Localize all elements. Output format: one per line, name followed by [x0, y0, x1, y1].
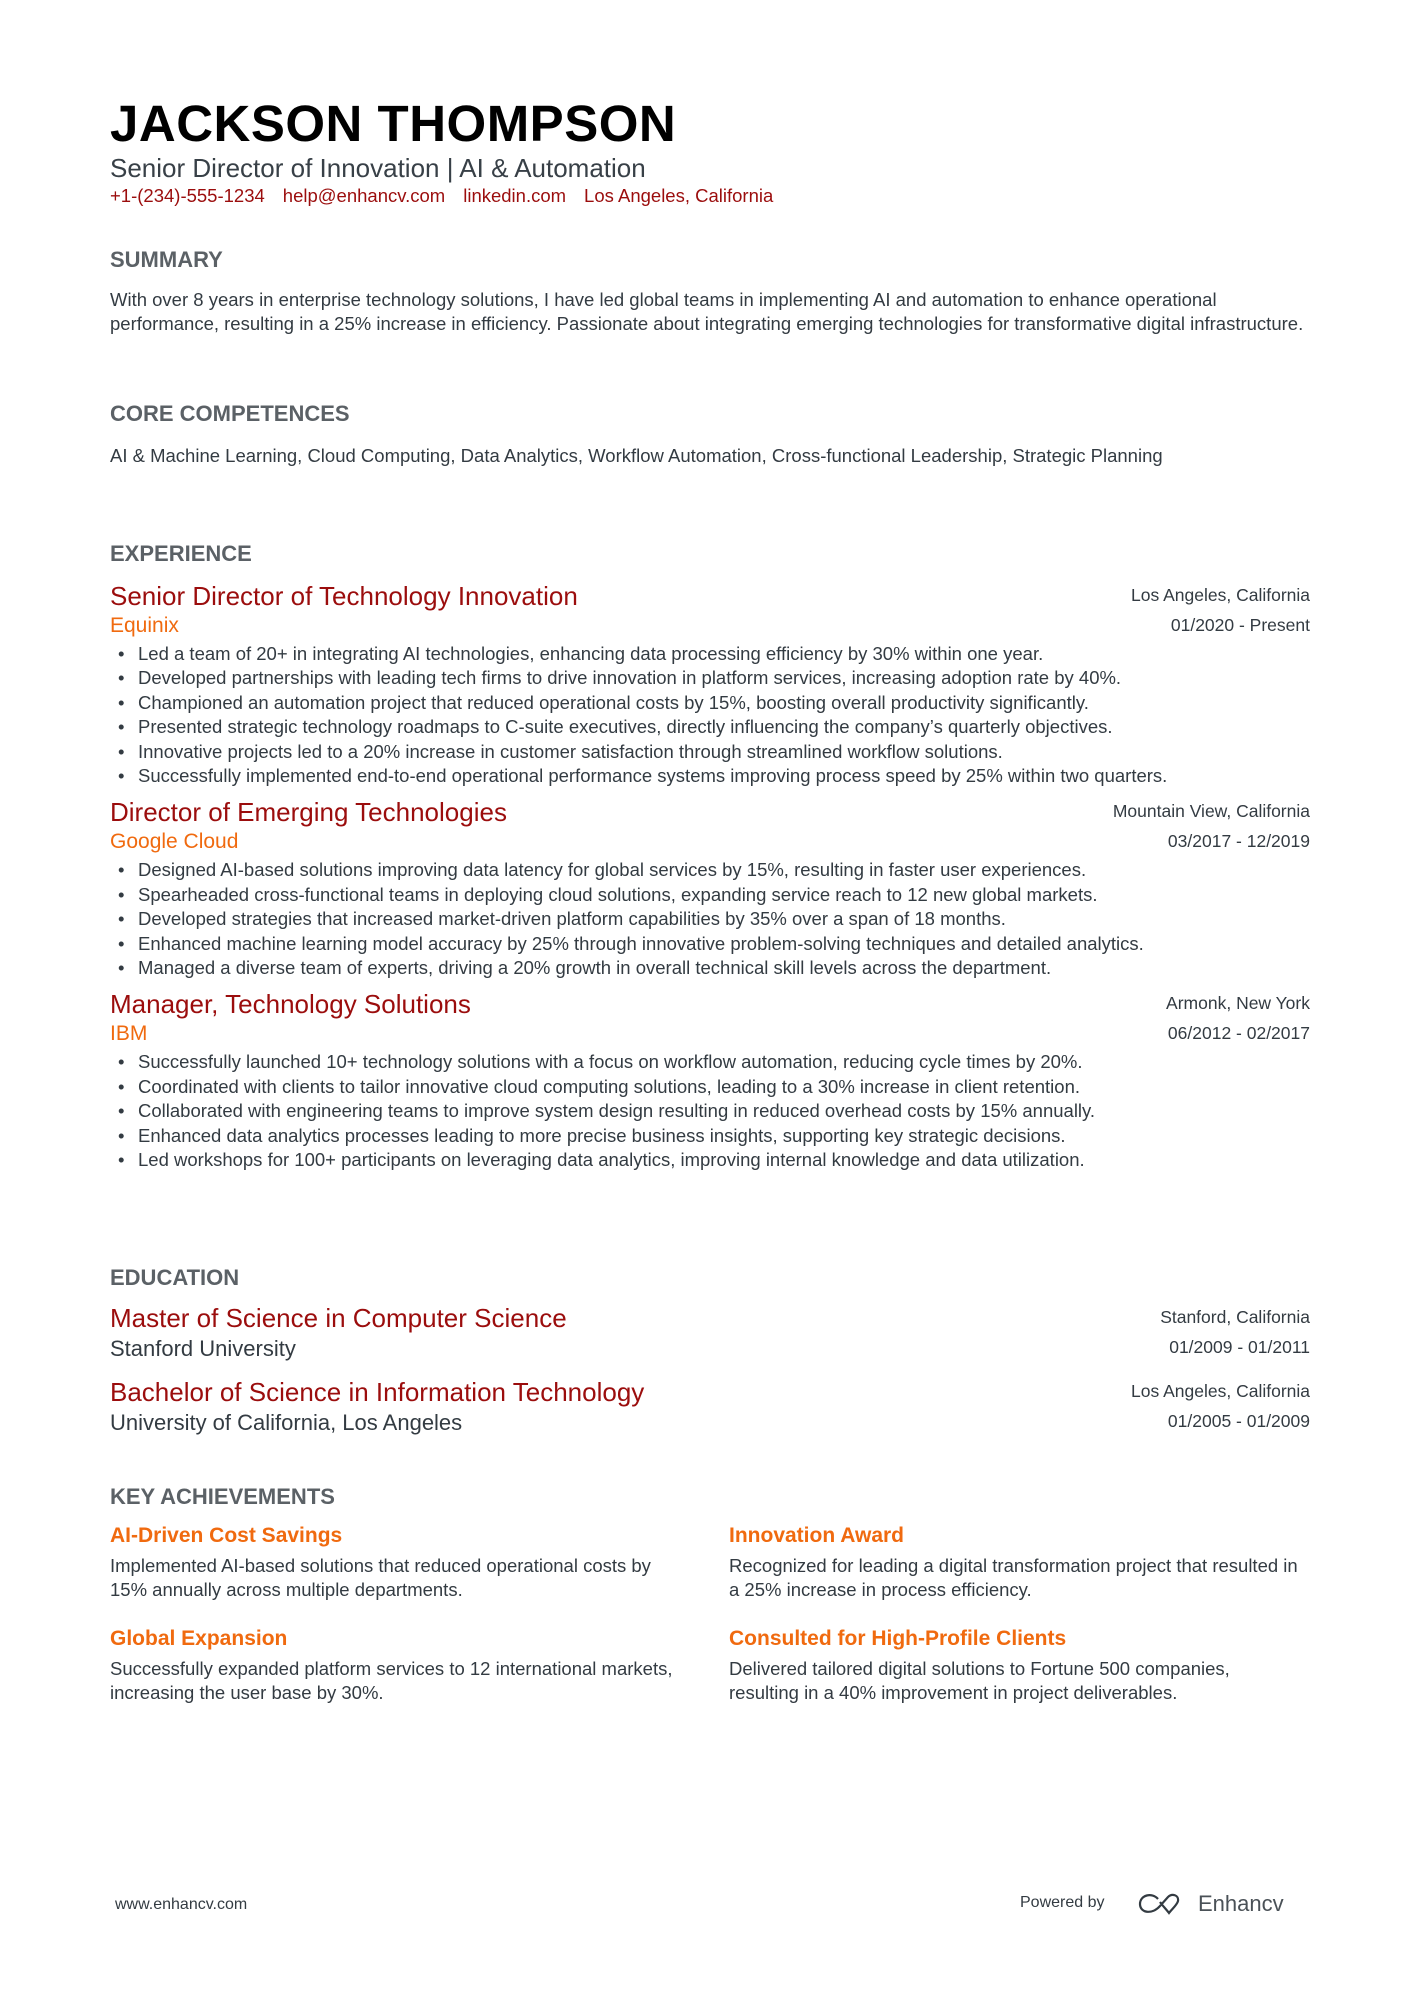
experience-section: [110, 540, 1310, 1173]
enhancv-logo-icon: [1138, 1893, 1184, 1915]
job-bullet: • Designed AI-based solutions improving data latency for global services by 15%, resulting in faster user experiences.: [110, 858, 1310, 882]
linkedin-link[interactable]: linkedin.com: [463, 185, 567, 206]
achievement-text: Delivered tailored digital solutions to Fortune 500 companies, resulting in a 40% improvement in project deliverables.: [729, 1658, 1230, 1704]
achievement-text: Recognized for leading a digital transformation project that resulted in a 25% increase in process efficiency.: [729, 1555, 1298, 1601]
achievement-title: Global Expansion: [110, 1627, 288, 1650]
job-bullet: • Enhanced data analytics processes leading to more precise business insights, supporting key strategic decisions.: [110, 1124, 1310, 1148]
job-bullets: [110, 1050, 1310, 1172]
edu-location: Stanford, California: [1160, 1307, 1310, 1327]
resume-header: [110, 96, 1310, 208]
competences-text: AI & Machine Learning, Cloud Computing, Data Analytics, Workflow Automation, Cross-functional Leadership, Strategic Planning: [110, 445, 1163, 466]
degree: Master of Science in Computer Science: [110, 1303, 567, 1333]
section-heading: EDUCATION: [110, 1265, 240, 1290]
job-location: Los Angeles, California: [1131, 585, 1310, 605]
edu-dates: 01/2005 - 01/2009: [1167, 1411, 1310, 1431]
job-dates: 06/2012 - 02/2017: [1167, 1023, 1310, 1044]
achievement-item: [110, 1522, 680, 1603]
job-bullet: • Led workshops for 100+ participants on leveraging data analytics, improving internal knowledge and data utilization.: [110, 1148, 1310, 1172]
enhancv-brand: Enhancv: [1198, 1891, 1284, 1916]
education-entry: [110, 1376, 1310, 1438]
achievement-text: Implemented AI-based solutions that reduced operational costs by 15% annually across multiple departments.: [110, 1555, 651, 1601]
enhancv-logo: [1138, 1891, 1284, 1917]
job-location: Armonk, New York: [1166, 993, 1310, 1014]
achievements-section: [110, 1483, 1310, 1511]
competences-section: [110, 400, 1180, 468]
job-bullet: • Championed an automation project that reduced operational costs by 15%, boosting overall productivity significantly.: [110, 691, 1310, 715]
education-entry: [110, 1302, 1310, 1364]
job-bullet: • Successfully implemented end-to-end operational performance systems improving process speed by 25% within two quarters.: [110, 764, 1310, 788]
job-title: Manager, Technology Solutions: [110, 989, 471, 1020]
achievement-title: AI-Driven Cost Savings: [110, 1524, 343, 1547]
section-heading: KEY ACHIEVEMENTS: [110, 1484, 335, 1509]
achievement-title: Innovation Award: [729, 1524, 905, 1547]
candidate-name: JACKSON THOMPSON: [110, 95, 677, 152]
achievement-text: Successfully expanded platform services to 12 international markets, increasing the user base by 30%.: [110, 1658, 673, 1704]
phone: +1-(234)-555-1234: [110, 185, 265, 206]
job-bullet: • Enhanced machine learning model accuracy by 25% through innovative problem-solving techniques and detailed analytics.: [110, 932, 1310, 956]
job-title: Senior Director of Technology Innovation: [110, 581, 578, 611]
school: University of California, Los Angeles: [110, 1410, 463, 1435]
candidate-title: Senior Director of Innovation | AI & Automation: [110, 153, 646, 183]
job-bullet: • Developed partnerships with leading tech firms to drive innovation in platform services, increasing adoption rate by 40%.: [110, 666, 1310, 690]
company-name: IBM: [110, 1022, 148, 1046]
job-bullet: • Collaborated with engineering teams to improve system design resulting in reduced overhead costs by 15% annually.: [110, 1099, 1310, 1123]
section-heading: CORE COMPETENCES: [110, 401, 350, 426]
job-bullet: • Developed strategies that increased market-driven platform capabilities by 35% over a span of 18 months.: [110, 907, 1310, 931]
edu-dates: 01/2009 - 01/2011: [1169, 1337, 1310, 1357]
job-entry: [110, 988, 1310, 1172]
school: Stanford University: [110, 1336, 296, 1361]
job-location: Mountain View, California: [1112, 801, 1310, 822]
company-name: Equinix: [110, 614, 179, 637]
job-title: Director of Emerging Technologies: [110, 797, 507, 828]
company-name: Google Cloud: [110, 830, 239, 854]
achievement-item: [729, 1522, 1299, 1603]
job-bullet: • Led a team of 20+ in integrating AI technologies, enhancing data processing efficiency by 30% within one year.: [110, 642, 1310, 666]
job-bullet: • Successfully launched 10+ technology solutions with a focus on workflow automation, reducing cycle times by 20%.: [110, 1050, 1310, 1074]
summary-text: With over 8 years in enterprise technology solutions, I have led global teams in implementing AI and automation to enhance operational performance, resulting in a 25% increase in efficiency. Passionate about integrating emerging technologies for transformative digital infrastructure.: [110, 289, 1304, 335]
summary-section: [110, 246, 1310, 337]
job-bullets: [110, 858, 1310, 980]
contact-info: [110, 184, 1310, 208]
powered-by: Powered by: [1020, 1894, 1105, 1911]
achievement-item: [110, 1625, 680, 1706]
education-section: [110, 1264, 1310, 1438]
achievement-title: Consulted for High-Profile Clients: [729, 1627, 1067, 1650]
section-heading: SUMMARY: [110, 247, 223, 272]
email-link[interactable]: help@enhancv.com: [282, 185, 446, 206]
edu-location: Los Angeles, California: [1131, 1381, 1310, 1401]
job-bullet: • Presented strategic technology roadmaps to C-suite executives, directly influencing the company’s quarterly objectives.: [110, 715, 1310, 739]
job-bullet: • Innovative projects led to a 20% increase in customer satisfaction through streamlined workflow solutions.: [110, 740, 1310, 764]
job-dates: 01/2020 - Present: [1170, 615, 1310, 635]
degree: Bachelor of Science in Information Technology: [110, 1377, 645, 1407]
job-bullets: [110, 642, 1310, 788]
job-entry: [110, 580, 1310, 788]
job-bullet: • Managed a diverse team of experts, driving a 20% growth in overall technical skill levels across the department.: [110, 956, 1310, 980]
footer-website[interactable]: www.enhancv.com: [115, 1896, 248, 1913]
section-heading: EXPERIENCE: [110, 541, 252, 566]
location: Los Angeles, California: [584, 185, 774, 206]
job-entry: [110, 796, 1310, 980]
job-bullet: • Coordinated with clients to tailor innovative cloud computing solutions, leading to a 30% increase in client retention.: [110, 1075, 1310, 1099]
job-dates: 03/2017 - 12/2019: [1167, 831, 1310, 852]
job-bullet: • Spearheaded cross-functional teams in deploying cloud solutions, expanding service reach to 12 new global markets.: [110, 883, 1310, 907]
achievement-item: [729, 1625, 1299, 1706]
